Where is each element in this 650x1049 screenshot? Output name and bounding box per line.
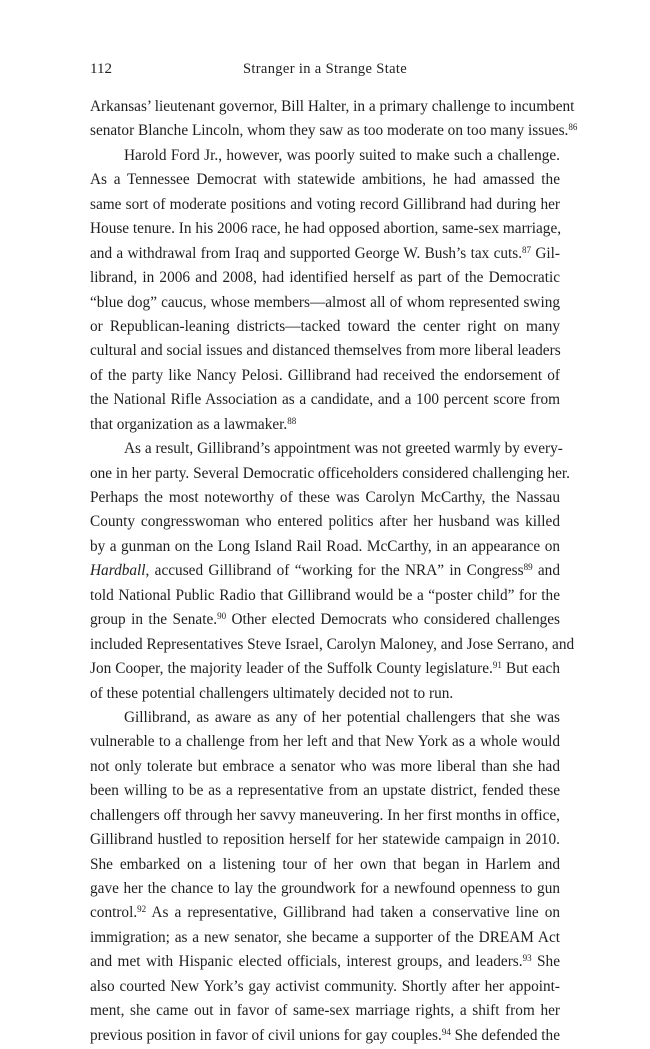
text-segment: As a representative, Gillibrand had taken a conservative line on [146, 904, 560, 922]
text-line [90, 510, 560, 534]
text-segment: As a Tennessee Democrat with statewide ambitions, he had amassed the [90, 171, 560, 189]
text-line [90, 1024, 560, 1048]
text-segment: Jon Cooper, the majority leader of the Suffolk County legislature. [90, 660, 493, 678]
text-line [90, 584, 560, 608]
text-line [90, 217, 560, 241]
text-segment: ment, she came out in favor of same-sex marriage rights, a shift from her [90, 1002, 560, 1020]
text-segment: by a gunman on the Long Island Rail Road. McCarthy, in an appearance on [90, 537, 560, 555]
text-line [90, 388, 560, 412]
text-line [90, 413, 560, 437]
footnote-marker: 90 [217, 611, 227, 622]
text-segment: , accused Gillibrand of “working for the NRA” in Congress [145, 562, 524, 580]
text-line [90, 168, 560, 192]
footnote-marker: 92 [137, 904, 147, 915]
text-segment: group in the Senate. [90, 611, 218, 629]
text-segment: of these potential challengers ultimately decided not to run. [90, 684, 454, 702]
text-line [90, 437, 563, 461]
text-line [90, 633, 575, 657]
text-segment: County congresswoman who entered politics after her husband was killed [90, 513, 560, 531]
text-line [90, 950, 560, 974]
footnote-marker: 86 [568, 122, 578, 133]
text-segment: been willing to be as a representative from an upstate district, fended these [90, 782, 560, 800]
text-line [90, 779, 560, 803]
footnote-marker: 88 [287, 415, 297, 426]
text-segment: House tenure. In his 2006 race, he had opposed abortion, same-sex marriage, [90, 220, 562, 238]
text-segment: Arkansas’ lieutenant governor, Bill Halter, in a primary challenge to incumbent [90, 98, 575, 115]
text-segment: previous position in favor of civil unions for gay couples. [90, 1026, 442, 1044]
text-segment: gave her the chance to lay the groundwork for a newfound openness to gun [90, 880, 560, 897]
text-line [90, 828, 560, 852]
text-line [90, 559, 560, 583]
text-line [90, 999, 560, 1023]
text-segment: Gillibrand, as aware as any of her potential challengers that she was [124, 708, 560, 726]
text-line [90, 486, 560, 510]
body-text [90, 95, 578, 1048]
text-segment: She embarked on a listening tour of her own that began in Harlem and [90, 855, 560, 873]
text-segment: told National Public Radio that Gillibrand would be a “poster child” for the [90, 586, 560, 604]
text-segment: Gil- [531, 244, 561, 262]
text-line [90, 315, 560, 339]
text-segment: “blue dog” caucus, whose members—almost all of whom represented swing [90, 293, 560, 311]
footnote-marker: 94 [441, 1026, 451, 1037]
text-segment: cultural and social issues and distanced themselves from more liberal leaders [90, 342, 561, 360]
page-header [90, 58, 560, 80]
text-line [90, 926, 560, 950]
text-line [90, 755, 560, 779]
text-segment: and a withdrawal from Iraq and supported George W. Bush’s tax cuts. [90, 244, 523, 262]
text-line [90, 119, 578, 143]
text-line [90, 291, 560, 315]
text-line [90, 608, 560, 632]
text-segment: control. [90, 904, 138, 922]
text-line [90, 682, 560, 706]
footnote-marker: 89 [523, 562, 533, 573]
text-segment: also courted New York’s gay activist community. Shortly after her appoint- [90, 977, 560, 995]
text-line [90, 706, 560, 730]
text-segment: As a result, Gillibrand’s appointment was not greeted warmly by every- [124, 440, 563, 458]
text-segment: Perhaps the most noteworthy of these was Carolyn McCarthy, the Nassau [90, 489, 560, 506]
text-line [90, 804, 560, 828]
running-title: Stranger in a Strange State [242, 61, 408, 77]
text-segment: the National Rifle Association as a candidate, and a 100 percent score from [90, 391, 560, 409]
text-segment: senator Blanche Lincoln, whom they saw as too moderate on too many issues. [90, 122, 569, 140]
text-segment: Other elected Democrats who considered challenges [226, 611, 560, 629]
text-line [90, 901, 560, 925]
footnote-marker: 91 [492, 660, 502, 671]
text-segment: But each [501, 660, 560, 678]
text-segment: one in her party. Several Democratic officeholders considered challenging her. [90, 464, 570, 482]
text-segment: Gillibrand hustled to reposition herself for her statewide campaign in 2010. [90, 831, 560, 849]
text-line [90, 462, 570, 486]
text-segment: and [532, 562, 560, 580]
footnote-marker: 87 [522, 244, 532, 255]
text-line [90, 144, 560, 168]
text-segment: same sort of moderate positions and voting record Gillibrand had during her [90, 195, 560, 213]
text-segment: Harold Ford Jr., however, was poorly suited to make such a challenge. [124, 146, 560, 164]
text-segment: included Representatives Steve Israel, Carolyn Maloney, and Jose Serrano, and [90, 635, 575, 653]
footnote-marker: 93 [522, 953, 532, 964]
text-line [90, 339, 560, 363]
text-line [90, 364, 560, 388]
text-segment: or Republican-leaning districts—tacked toward the center right on many [90, 317, 560, 335]
text-line [90, 535, 560, 559]
text-line [90, 853, 560, 877]
text-segment: She [531, 953, 560, 971]
text-line [90, 975, 560, 999]
text-segment: librand, in 2006 and 2008, had identified herself as part of the Democratic [90, 269, 560, 287]
text-line [90, 877, 560, 901]
text-line [90, 242, 560, 266]
page-number: 112 [90, 61, 112, 77]
text-segment: challengers off through her savvy maneuvering. In her first months in office, [90, 806, 560, 824]
text-line [90, 95, 575, 119]
text-segment: and met with Hispanic elected officials, interest groups, and leaders. [90, 953, 523, 971]
italic-title: Hardball [90, 562, 146, 580]
text-segment: not only tolerate but embrace a senator who was more liberal than she had [90, 757, 560, 775]
text-line [90, 193, 560, 217]
text-segment: immigration; as a new senator, she became a supporter of the DREAM Act [90, 928, 560, 946]
text-line [90, 730, 560, 754]
text-segment: of the party like Nancy Pelosi. Gillibrand had received the endorsement of [90, 366, 560, 384]
text-segment: vulnerable to a challenge from her left and that New York as a whole would [90, 733, 560, 751]
text-line [90, 657, 560, 681]
text-line [90, 266, 560, 290]
text-segment: that organization as a lawmaker. [90, 415, 288, 433]
text-segment: She defended the [450, 1026, 560, 1044]
